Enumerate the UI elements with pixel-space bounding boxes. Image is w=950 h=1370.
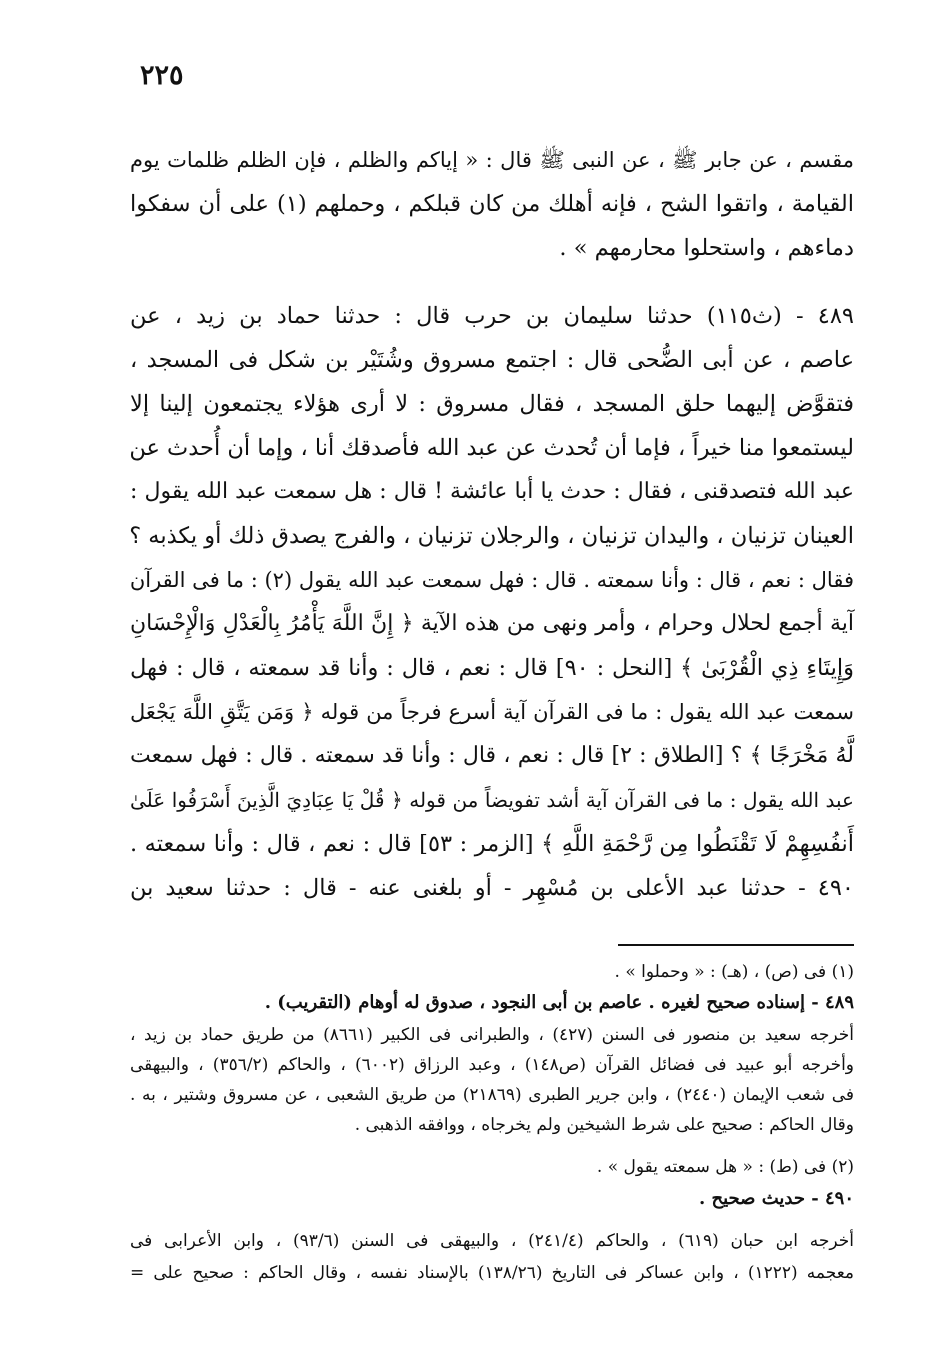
text-line: فقال : نعم ، قال : وأنا سمعته . قال : فهل سمعت عبد الله يقول (٢) : ما فى القرآن — [129, 568, 854, 592]
text-line: عاصم ، عن أبى الضُّحى قال : اجتمع مسروق وشُتَيْر بن شكل فى المسجد ، — [130, 347, 854, 373]
text-line: العينان تزنيان ، واليدان تزنيان ، والرجلان تزنيان ، والفرج يصدق ذلك أو يكذبه ؟ — [129, 523, 854, 549]
footnote-line: أخرجه ابن حبان (٦١٩) ، والحاكم (٢٤١/٤) ، والبيهقى فى السنن (٩٣/٦) ، وابن الأعرابى فى — [130, 1231, 854, 1251]
footnote-1: (١) فى (ص) ، (هـ) : « وحملوا » . — [614, 962, 854, 982]
footnote-489-grade: ٤٨٩ - إسناده صحيح لغيره . عاصم بن أبى النجود ، صدوق له أوهام (التقريب) . — [264, 992, 854, 1013]
footnote-line: وأخرجه أبو عبيد فى فضائل القرآن (ص١٤٨) ، وعبد الرزاق (٦٠٠٢) ، والحاكم (٣٥٦/٢) ، والبيهقى — [130, 1055, 855, 1075]
text-line: آية أجمع لحلال وحرام ، وأمر ونهى من هذه الآية ﴿ إِنَّ اللَّهَ يَأْمُرُ بِالْعَدْلِ وَالْإِحْسَانِ — [130, 611, 854, 636]
footnote-490-grade: ٤٩٠ - حديث صحيح . — [698, 1188, 854, 1209]
text-line: القيامة ، واتقوا الشح ، فإنه أهلك من كان قبلكم ، وحملهم (١) على أن سفكوا — [130, 191, 854, 217]
footnote-line: فى شعب الإيمان (٢٤٤٠) ، وابن جرير الطبرى (٢١٨٦٩) من طريق الشعبى ، عن مسروق وشتير ، به . — [130, 1085, 854, 1105]
footnote-line: وقال الحاكم : صحيح على شرط الشيخين ولم يخرجاه ، ووافقه الذهبى . — [354, 1115, 854, 1135]
text-line: دماءهم ، واستحلوا محارمهم » . — [559, 235, 854, 261]
text-line: مقسم ، عن جابر ﷺ ، عن النبى ﷺ قال : « إياكم والظلم ، فإن الظلم ظلمات يوم — [130, 148, 854, 172]
text-line: فتقوَّض إليهما حلق المسجد ، فقال مسروق : لا أرى هؤلاء يجتمعون إلينا إلا — [130, 391, 854, 417]
hadith-489-start: ٤٨٩ - (ث١١٥) حدثنا سليمان بن حرب قال : حدثنا حماد بن زيد ، عن — [130, 303, 854, 329]
page-number: ٢٢٥ — [140, 60, 184, 91]
text-line: عبد الله يقول : ما فى القرآن آية أشد تفويضاً من قوله ﴿ قُلْ يَا عِبَادِيَ الَّذِينَ أَسْرَفُوا عَلَىٰ — [130, 788, 854, 812]
text-line: ليستمعوا منا خيراً ، فإما أن تُحدث عن عبد الله فأصدقك أنا ، وإما أن أُحدث عن — [129, 435, 854, 461]
text-line: لَّهُ مَخْرَجًا ﴾ ؟ [الطلاق : ٢] قال : نعم ، قال : وأنا قد سمعته . قال : فهل سمعت — [130, 743, 854, 768]
text-line: وَإِيتَاءِ ذِي الْقُرْبَىٰ ﴾ [النحل : ٩٠] قال : نعم ، قال : وأنا قد سمعته ، قال : فهل — [130, 655, 854, 681]
text-line: أَنفُسِهِمْ لَا تَقْنَطُوا مِن رَّحْمَةِ اللَّهِ ﴾ [الزمر : ٥٣] قال : نعم ، قال : وأنا سمعته . — [130, 831, 854, 857]
footnote-line: معجمه (١٢٢٢) ، وابن عساكر فى التاريخ (١٣٨/٢٦) بالإسناد نفسه ، وقال الحاكم : صحيح على = — [130, 1263, 854, 1283]
footnote-line: أخرجه سعيد بن منصور فى السنن (٤٢٧) ، والطبرانى فى الكبير (٨٦٦١) من طريق حماد بن زيد ، — [130, 1025, 854, 1045]
footnote-separator — [618, 944, 854, 946]
text-line: عبد الله فتصدقنى ، فقال : حدث يا أبا عائشة ! قال : هل سمعت عبد الله يقول : — [130, 479, 854, 504]
hadith-490-start: ٤٩٠ - حدثنا عبد الأعلى بن مُسْهِر - أو بلغنى عنه - قال : حدثنا سعيد بن — [130, 875, 854, 901]
text-line: سمعت عبد الله يقول : ما فى القرآن آية أسرع فرجاً من قوله ﴿ وَمَن يَتَّقِ اللَّهَ يَجْعَل — [130, 700, 854, 724]
footnote-2: (٢) فى (ط) : « هل سمعته يقول » . — [596, 1157, 854, 1177]
